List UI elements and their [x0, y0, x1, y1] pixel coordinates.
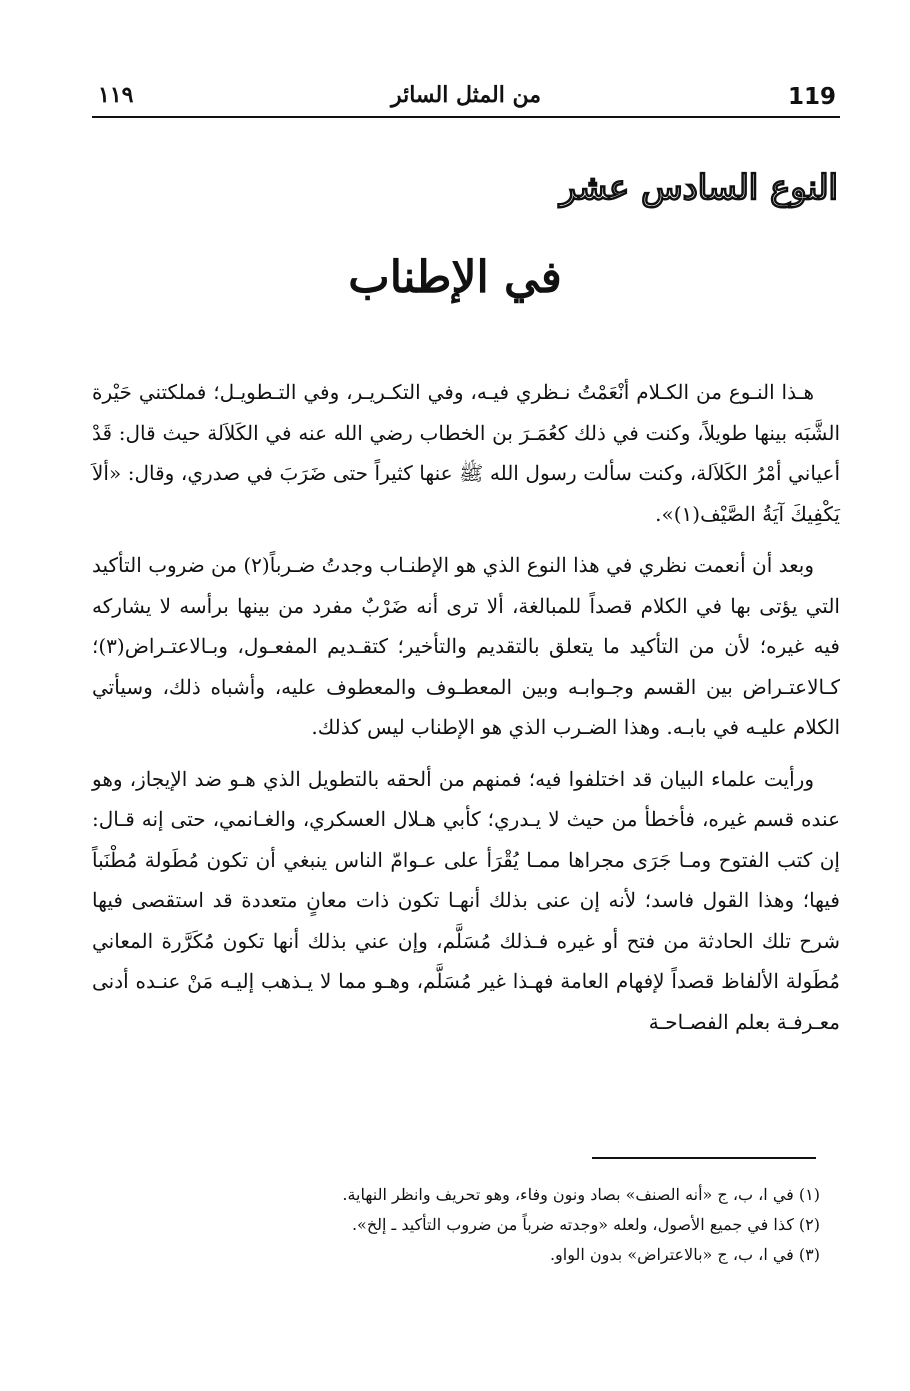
paragraph: هـذا النـوع من الكـلام أنْعَمْتُ نـظري فيـه، وفي التكـريـر، وفي التـطويـل؛ فملكتني حَيْرة الشَّبَه بينها طويلاً، وكنت في ذلك كعُمَـرَ بن الخطاب رضي الله عنه في الكَلاَلة حيث قال: قَدْ أعياني أمْرُ الكَلاَلة، وكنت سألت رسول الله ﷺ عنها كثيراً حتى ضَرَبَ في صدري، وقال: «ألاَ يَكْفِيكَ آيَةُ الصَّيْف(١)».	[92, 380, 840, 526]
footnote-divider	[592, 1157, 816, 1159]
footnote: (٢) كذا في جميع الأصول، ولعله «وجدته ضرباً من ضروب التأكيد ـ إلخ».	[351, 1215, 820, 1234]
page-number-arabic: ١١٩	[98, 82, 134, 108]
running-title: من المثل السائر	[390, 82, 542, 108]
chapter-title: في الإطناب	[348, 252, 562, 303]
page-number-latin: 119	[787, 84, 836, 110]
paragraph: وبعد أن أنعمت نظري في هذا النوع الذي هو الإطنـاب وجدتُ ضـرباً(٢) من ضروب التأكيد التي يؤتى بها في الكلام قصداً للمبالغة، ألا ترى أنه ضَرْبٌ مفرد من بينها برأسه لا يشاركه فيه غيره؛ لأن من التأكيد ما يتعلق بالتقديم والتأخير؛ كتقـديم المفعـول، وبـالاعتـراض(٣)؛ كـالاعتـراض بين القسم وجـوابـه وبين المعطـوف والمعطوف عليه، وأشباه ذلك، وسيأتي الكلام عليـه في بابـه. وهذا الضـرب الذي هو الإطناب ليس كذلك.	[92, 553, 840, 739]
page-header	[92, 80, 840, 118]
footnote: (١) في ا، ب، ج «أنه الصنف» بصاد ونون وفاء، وهو تحريف وانظر النهاية.	[342, 1185, 820, 1204]
paragraph: ورأيت علماء البيان قد اختلفوا فيه؛ فمنهم من ألحقه بالتطويل الذي هـو ضد الإيجاز، وهو عنده قسم غيره، فأخطأ من حيث لا يـدري؛ كأبي هـلال العسكري، والغـانمي، حتى إنه قـال: إن كتب الفتوح ومـا جَرَى مجراها ممـا يُقْرَأ على عـوامّ الناس ينبغي أن تكون مُطَولة مُطْنَباً فيها؛ وهذا القول فاسد؛ لأنه إن عنى بذلك أنهـا تكون ذات معانٍ متعددة قد استقصى فيها شرح تلك الحادثة من فتح أو غيره فـذلك مُسَلَّم، وإن عني بذلك أنها تكون مُكَرَّرة المعاني مُطَولة الألفاظ قصداً لإفهام العامة فهـذا غير مُسَلَّم، وهـو مما لا يـذهب إليـه مَنْ عنـده أدنى معـرفـة بعلم الفصـاحـة	[92, 766, 841, 1034]
footnote: (٣) في ا، ب، ج «بالاعتراض» بدون الواو.	[549, 1245, 820, 1264]
body-text	[92, 372, 840, 1053]
footnotes	[92, 1180, 820, 1270]
section-label: النوع السادس عشر	[559, 168, 838, 208]
